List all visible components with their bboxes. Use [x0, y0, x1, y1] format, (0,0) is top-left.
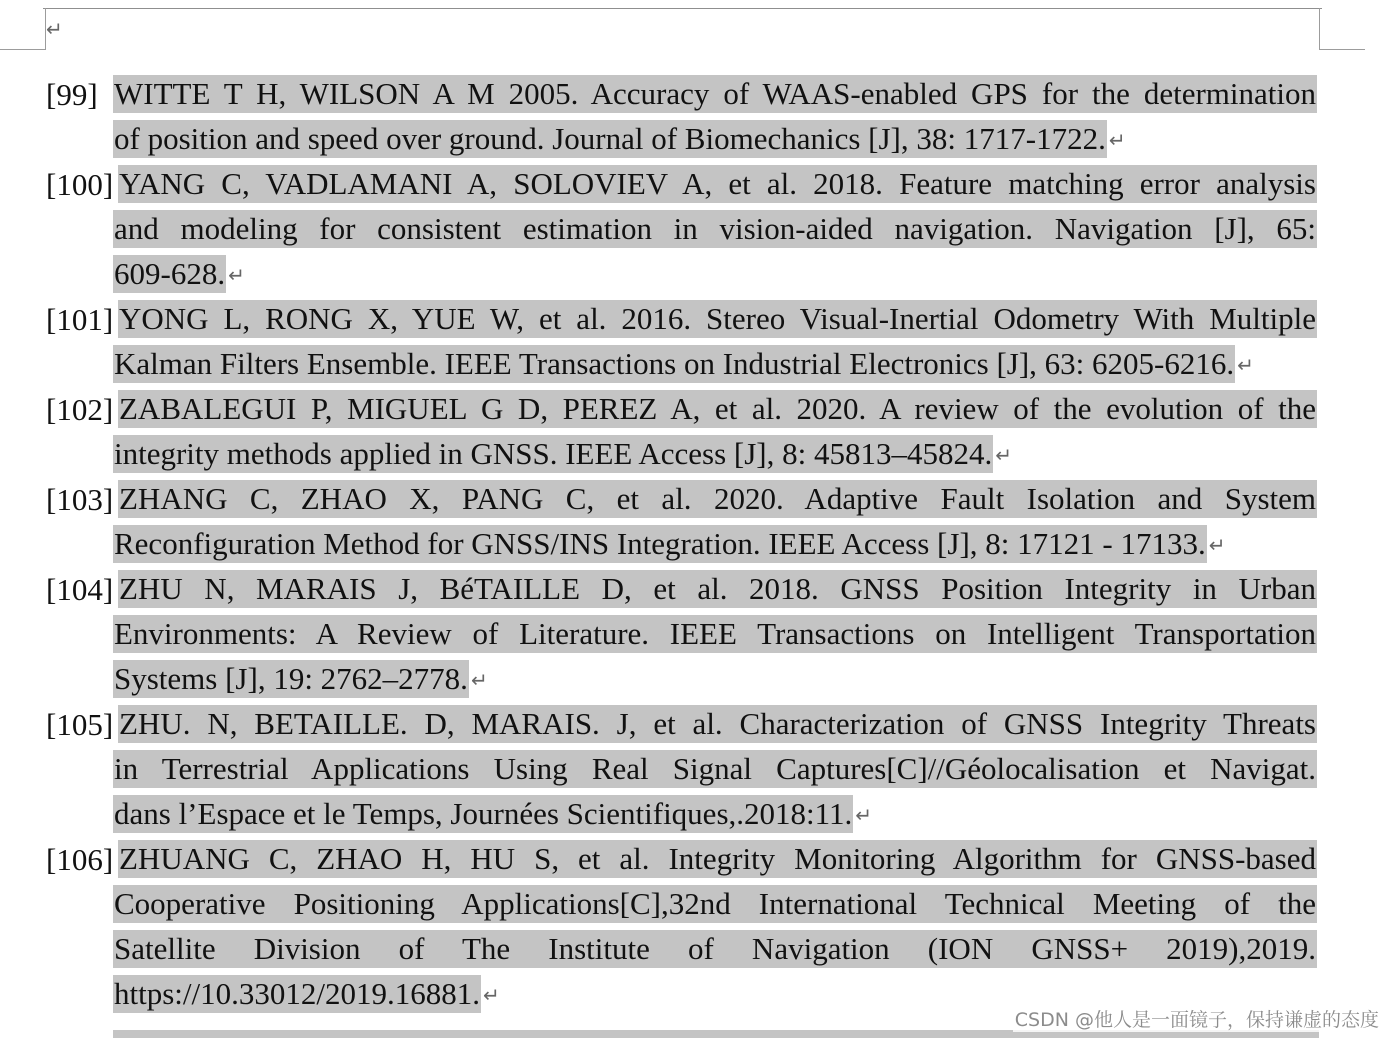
reference-list	[46, 72, 1318, 1017]
page-corner-left	[0, 8, 46, 50]
paragraph-mark-icon: ↵	[1237, 353, 1254, 377]
page-top-rule	[43, 8, 1322, 9]
reference-text: in Terrestrial Applications Using Real Signal Captures[C]//Géolocalisation et Navigat.	[114, 751, 1316, 786]
reference-text: WITTE T H, WILSON A M 2005. Accuracy of WAAS-enabled GPS for the determination	[114, 76, 1316, 111]
reference-line	[46, 117, 1318, 162]
reference-text: Environments: A Review of Literature. IEEE Transactions on Intelligent Transportation	[114, 616, 1316, 651]
reference-entry	[46, 297, 1318, 387]
reference-line	[46, 72, 1318, 117]
paragraph-mark-icon: ↵	[228, 263, 245, 287]
reference-text: Reconfiguration Method for GNSS/INS Integration. IEEE Access [J], 8: 17121 - 17133.	[114, 526, 1206, 561]
reference-line	[46, 387, 1318, 432]
reference-text: ZHU. N, BETAILLE. D, MARAIS. J, et al. Characterization of GNSS Integrity Threats	[119, 706, 1316, 741]
reference-line	[46, 657, 1318, 702]
reference-text: Satellite Division of The Institute of Navigation (ION GNSS+ 2019),2019.	[114, 931, 1316, 966]
reference-text: YANG C, VADLAMANI A, SOLOVIEV A, et al. 2018. Feature matching error analysis	[119, 166, 1316, 201]
reference-line	[46, 477, 1318, 522]
reference-text: 609-628.	[114, 256, 226, 291]
reference-line	[46, 837, 1318, 882]
paragraph-mark-icon: ↵	[995, 443, 1012, 467]
reference-text: ZHUANG C, ZHAO H, HU S, et al. Integrity Monitoring Algorithm for GNSS-based	[119, 841, 1316, 876]
reference-line	[46, 297, 1318, 342]
reference-line	[46, 612, 1318, 657]
reference-entry	[46, 567, 1318, 702]
reference-text: and modeling for consistent estimation in vision-aided navigation. Navigation [J], 65:	[114, 211, 1316, 246]
reference-text: Systems [J], 19: 2762–2778.	[114, 661, 468, 696]
reference-line	[46, 882, 1318, 927]
reference-number: [101]	[46, 302, 114, 337]
reference-number: [99]	[46, 77, 98, 112]
reference-number: [105]	[46, 707, 114, 742]
paragraph-mark-icon: ↵	[1108, 128, 1126, 152]
reference-number: [102]	[46, 392, 114, 427]
reference-text: Kalman Filters Ensemble. IEEE Transactions on Industrial Electronics [J], 63: 6205-6216.	[114, 346, 1235, 381]
paragraph-mark-icon: ↵	[470, 668, 488, 692]
reference-text: Cooperative Positioning Applications[C],32nd International Technical Meeting of the	[114, 886, 1316, 921]
reference-line	[46, 432, 1318, 477]
reference-number: [103]	[46, 482, 114, 517]
reference-entry	[46, 702, 1318, 837]
reference-entry	[46, 837, 1318, 1017]
reference-text: YONG L, RONG X, YUE W, et al. 2016. Stereo Visual-Inertial Odometry With Multiple	[119, 301, 1316, 336]
paragraph-mark-icon: ↵	[46, 17, 63, 41]
reference-number: [100]	[46, 167, 114, 202]
reference-line	[46, 522, 1318, 567]
reference-line	[46, 567, 1318, 612]
reference-text: https://10.33012/2019.16881.	[114, 976, 480, 1011]
reference-line	[46, 162, 1318, 207]
reference-number: [104]	[46, 572, 114, 607]
reference-entry	[46, 72, 1318, 162]
reference-entry	[46, 162, 1318, 297]
reference-line	[46, 252, 1318, 297]
reference-text: integrity methods applied in GNSS. IEEE Access [J], 8: 45813–45824.	[114, 436, 993, 471]
csdn-watermark: CSDN @他人是一面镜子，保持谦虚的态度	[1013, 1005, 1381, 1032]
paragraph-mark-icon: ↵	[1208, 533, 1226, 557]
page-corner-right	[1319, 8, 1365, 50]
paragraph-mark-icon: ↵	[855, 803, 872, 827]
reference-text: dans l’Espace et le Temps, Journées Scientifiques,.2018:11.	[114, 796, 853, 831]
reference-text: of position and speed over ground. Journal of Biomechanics [J], 38: 1717-1722.	[114, 121, 1106, 156]
paragraph-mark-icon: ↵	[483, 983, 500, 1007]
reference-text: ZABALEGUI P, MIGUEL G D, PEREZ A, et al. 2020. A review of the evolution of the	[119, 391, 1316, 426]
reference-entry	[46, 387, 1318, 477]
reference-line	[46, 207, 1318, 252]
reference-line	[46, 927, 1318, 972]
reference-entry	[46, 477, 1318, 567]
reference-line	[46, 702, 1318, 747]
reference-line	[46, 792, 1318, 837]
reference-line	[46, 342, 1318, 387]
reference-text: ZHU N, MARAIS J, BéTAILLE D, et al. 2018. GNSS Position Integrity in Urban	[119, 571, 1316, 606]
reference-number: [106]	[46, 842, 114, 877]
reference-line	[46, 747, 1318, 792]
reference-text: ZHANG C, ZHAO X, PANG C, et al. 2020. Adaptive Fault Isolation and System	[119, 481, 1316, 516]
